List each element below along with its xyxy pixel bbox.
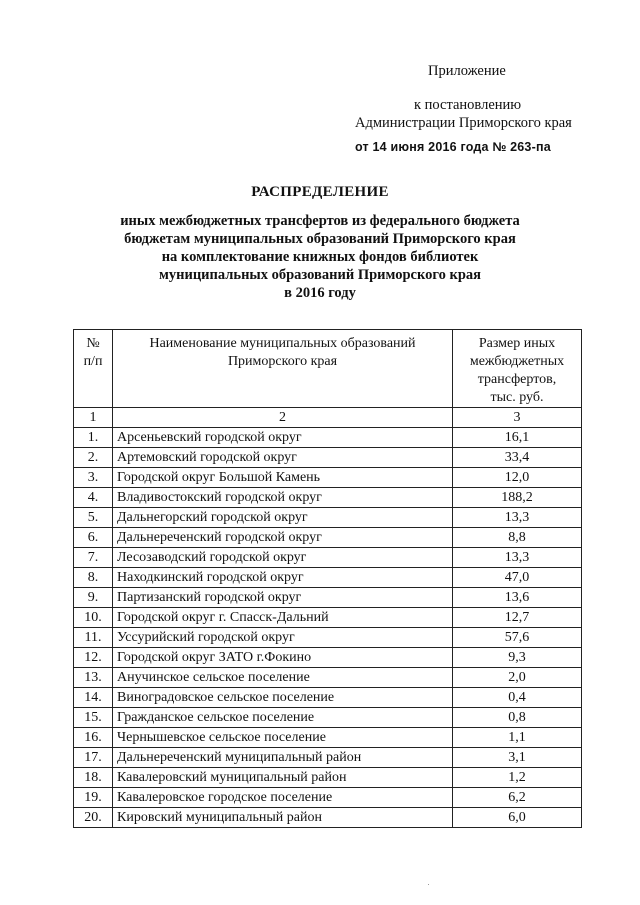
row-municipality: Дальнегорский городской округ (113, 508, 453, 528)
row-number: 1. (74, 428, 113, 448)
document-subtitle (0, 212, 640, 302)
table-row (74, 648, 582, 668)
column-index: 2 (113, 408, 453, 428)
subtitle-line: бюджетам муниципальных образований Приморского края (124, 231, 516, 247)
header-name-line: Приморского края (227, 354, 338, 369)
row-number: 15. (74, 708, 113, 728)
row-municipality: Виноградовское сельское поселение (113, 688, 453, 708)
row-amount: 1,2 (453, 768, 582, 788)
table-header-row (74, 330, 582, 408)
row-number: 20. (74, 808, 113, 828)
row-amount: 13,6 (453, 588, 582, 608)
header-num-line: № (86, 336, 100, 351)
row-amount: 9,3 (453, 648, 582, 668)
decree-date: от 14 июня 2016 года № 263-па (355, 140, 551, 154)
column-index-row (74, 408, 582, 428)
table-row (74, 488, 582, 508)
row-amount: 33,4 (453, 448, 582, 468)
row-amount: 0,4 (453, 688, 582, 708)
table-row (74, 708, 582, 728)
table-row (74, 668, 582, 688)
row-amount: 47,0 (453, 568, 582, 588)
row-municipality: Городской округ г. Спасск-Дальний (113, 608, 453, 628)
column-index: 3 (453, 408, 582, 428)
row-municipality: Кировский муниципальный район (113, 808, 453, 828)
table-row (74, 788, 582, 808)
row-amount: 16,1 (453, 428, 582, 448)
row-number: 6. (74, 528, 113, 548)
row-amount: 3,1 (453, 748, 582, 768)
table-row (74, 688, 582, 708)
row-municipality: Кавалеровское городское поселение (113, 788, 453, 808)
row-number: 16. (74, 728, 113, 748)
row-number: 17. (74, 748, 113, 768)
row-municipality: Городской округ Большой Камень (113, 468, 453, 488)
table-row (74, 508, 582, 528)
row-municipality: Чернышевское сельское поселение (113, 728, 453, 748)
row-amount: 12,7 (453, 608, 582, 628)
header-num (74, 330, 113, 408)
row-amount: 1,1 (453, 728, 582, 748)
row-number: 19. (74, 788, 113, 808)
column-index: 1 (74, 408, 113, 428)
subtitle-line: муниципальных образований Приморского края (158, 267, 481, 283)
row-number: 2. (74, 448, 113, 468)
row-municipality: Дальнереченский городской округ (113, 528, 453, 548)
row-number: 12. (74, 648, 113, 668)
document-title: РАСПРЕДЕЛЕНИЕ (251, 184, 389, 200)
row-amount: 2,0 (453, 668, 582, 688)
header-num-line: п/п (83, 354, 103, 369)
row-number: 7. (74, 548, 113, 568)
row-amount: 188,2 (453, 488, 582, 508)
subtitle-line: иных межбюджетных трансфертов из федерального бюджета (120, 213, 520, 229)
row-municipality: Анучинское сельское поселение (113, 668, 453, 688)
row-number: 11. (74, 628, 113, 648)
row-amount: 0,8 (453, 708, 582, 728)
header-name (113, 330, 453, 408)
table-row (74, 428, 582, 448)
row-municipality: Находкинский городской округ (113, 568, 453, 588)
row-number: 10. (74, 608, 113, 628)
table-row (74, 548, 582, 568)
row-municipality: Владивостокский городской округ (113, 488, 453, 508)
row-number: 13. (74, 668, 113, 688)
table-row (74, 568, 582, 588)
row-amount: 6,0 (453, 808, 582, 828)
row-municipality: Партизанский городской округ (113, 588, 453, 608)
subtitle-line: на комплектование книжных фондов библиотек (161, 249, 479, 265)
table-row (74, 528, 582, 548)
table-row (74, 448, 582, 468)
subtitle-line: в 2016 году (284, 285, 356, 301)
appendix-label: Приложение (428, 63, 506, 79)
administration-name: Администрации Приморского края (355, 115, 572, 131)
header-value-line: межбюджетных (469, 354, 565, 369)
row-amount: 6,2 (453, 788, 582, 808)
table-row (74, 808, 582, 828)
table-row (74, 608, 582, 628)
decree-reference: к постановлению (414, 97, 522, 113)
row-municipality: Городской округ ЗАТО г.Фокино (113, 648, 453, 668)
table-row (74, 768, 582, 788)
table-row (74, 628, 582, 648)
row-municipality: Дальнереченский муниципальный район (113, 748, 453, 768)
header-value-line: тыс. руб. (490, 390, 544, 405)
row-number: 5. (74, 508, 113, 528)
row-amount: 8,8 (453, 528, 582, 548)
row-amount: 57,6 (453, 628, 582, 648)
row-amount: 13,3 (453, 508, 582, 528)
row-amount: 13,3 (453, 548, 582, 568)
row-number: 9. (74, 588, 113, 608)
row-number: 4. (74, 488, 113, 508)
table-row (74, 588, 582, 608)
header-value-line: Размер иных (478, 336, 556, 351)
transfers-table (73, 329, 582, 828)
row-municipality: Лесозаводский городской округ (113, 548, 453, 568)
table-row (74, 728, 582, 748)
scan-speck (428, 884, 429, 885)
row-municipality: Арсеньевский городской округ (113, 428, 453, 448)
row-number: 3. (74, 468, 113, 488)
table-row (74, 468, 582, 488)
row-municipality: Артемовский городской округ (113, 448, 453, 468)
row-municipality: Кавалеровский муниципальный район (113, 768, 453, 788)
row-number: 14. (74, 688, 113, 708)
table-row (74, 748, 582, 768)
header-name-line: Наименование муниципальных образований (149, 336, 416, 351)
row-amount: 12,0 (453, 468, 582, 488)
header-value-line: трансфертов, (477, 372, 557, 387)
row-number: 8. (74, 568, 113, 588)
header-value (453, 330, 582, 408)
row-municipality: Гражданское сельское поселение (113, 708, 453, 728)
row-number: 18. (74, 768, 113, 788)
row-municipality: Уссурийский городской округ (113, 628, 453, 648)
